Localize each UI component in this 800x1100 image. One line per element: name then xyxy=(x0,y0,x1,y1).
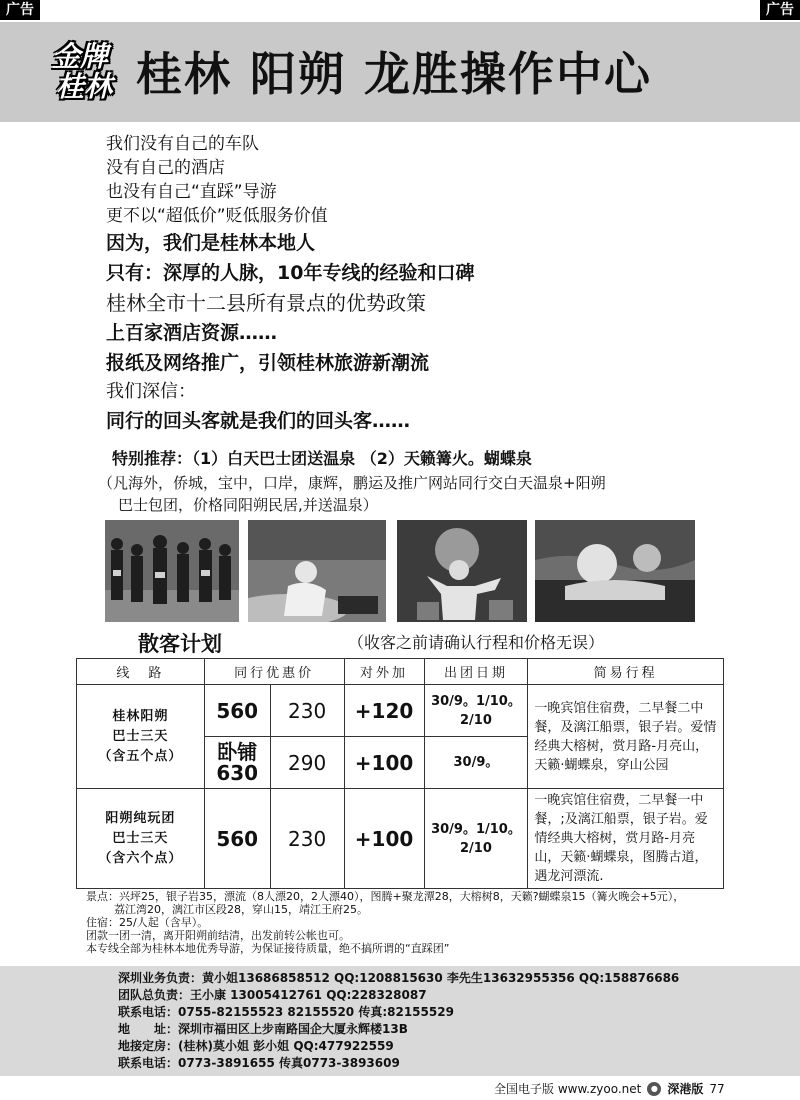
intro-line: 我们没有自己的车队 xyxy=(106,134,259,154)
fine-print: 景点：兴坪25，银子岩35，漂流（8人漂20，2人漂40），图腾+聚龙潭28，大榕树8，天籁?蝴蝶泉15（篝火晚会+5元）， 荔江湾20，漓江市区段28，穿山15，靖江王府25。 住宿：25/人起（含早）。 团款一团一清，离开阳朔前结清，出发前转公帐也可。 本专线全部为桂林本地优秀导游，为保证接待质量，绝不搞所谓的“直踩团” xyxy=(86,890,685,955)
photo-performer xyxy=(397,520,527,622)
intro-line: 更不以“超低价”贬低服务价值 xyxy=(106,206,328,226)
section-subtitle: （收客之前请确认行程和价格无误） xyxy=(348,633,605,652)
extra-cell: +100 xyxy=(344,789,424,889)
intro-line: 只有：深厚的人脉，10年专线的经验和口碑 xyxy=(106,262,475,284)
column-header: 线 路 xyxy=(77,659,205,685)
intro-line: 同行的回头客就是我们的回头客…… xyxy=(106,410,411,432)
photo-hot-spring xyxy=(248,520,386,622)
gold-guilin-logo: 金牌 桂林 xyxy=(52,40,113,103)
intro-line: 我们深信： xyxy=(106,381,196,402)
header-banner xyxy=(0,22,800,122)
table-header-row xyxy=(77,659,724,685)
footer-edition: 深港版 xyxy=(667,1082,704,1096)
photo-strip xyxy=(105,520,695,622)
contact-line: 联系电话：0755-82155523 82155520 传真:82155529 xyxy=(118,1005,454,1019)
photo-water-fun xyxy=(535,520,695,622)
price-cell: 290 xyxy=(270,737,344,789)
ad-tag-left: 广告 xyxy=(0,0,40,20)
price-cell: 560 xyxy=(204,685,270,737)
extra-cell: +100 xyxy=(344,737,424,789)
intro-line: 也没有自己“直踩”导游 xyxy=(106,182,277,202)
tour-plan-table xyxy=(76,658,724,889)
page-footer xyxy=(494,1080,725,1097)
price-cell: 230 xyxy=(270,685,344,737)
extra-cell: +120 xyxy=(344,685,424,737)
price-cell: 560 xyxy=(204,789,270,889)
date-cell: 30/9。 xyxy=(424,737,528,789)
contact-line: 地接定房：(桂林)莫小姐 彭小姐 QQ:477922559 xyxy=(118,1039,394,1053)
special-note: （凡海外，侨城，宝中，口岸，康辉，鹏运及推广网站同行交白天温泉+阳朔 巴士包团，价格同阳朔民居,并送温泉） xyxy=(98,474,606,514)
itinerary-cell: 一晚宾馆住宿费，二早餐一中餐，;及漓江船票，银子岩。爱情经典大榕树，赏月路-月亮山，天籁·蝴蝶泉，图腾古道，遇龙河漂流. xyxy=(528,789,724,889)
contact-line: 联系电话：0773-3891655 传真0773-3893609 xyxy=(118,1056,400,1070)
date-cell: 30/9。1/10。 2/10 xyxy=(424,685,528,737)
intro-line: 因为，我们是桂林本地人 xyxy=(106,232,316,254)
price-cell: 卧铺 630 xyxy=(204,737,270,789)
contact-panel xyxy=(0,966,800,1076)
intro-text xyxy=(106,132,766,436)
column-header: 出团日期 xyxy=(424,659,528,685)
route-cell: 桂林阳朔 巴士三天 （含五个点） xyxy=(77,685,205,789)
intro-line: 桂林全市十二县所有景点的优势政策 xyxy=(106,291,426,315)
contact-line: 地 址：深圳市福田区上步南路国企大厦永辉楼13B xyxy=(118,1022,408,1036)
column-header: 对外加 xyxy=(344,659,424,685)
column-header: 同行优惠价 xyxy=(204,659,344,685)
intro-line: 上百家酒店资源…… xyxy=(106,322,278,344)
photo-folk-dance xyxy=(105,520,239,622)
page-number: 77 xyxy=(709,1081,725,1096)
column-header: 简易行程 xyxy=(528,659,724,685)
table-row xyxy=(77,789,724,889)
seal-icon: ● xyxy=(647,1082,661,1096)
contact-line: 团队总负责：王小康 13005412761 QQ:228328087 xyxy=(118,988,427,1002)
itinerary-cell: 一晚宾馆住宿费，二早餐二中餐，及漓江船票，银子岩。爱情经典大榕树，赏月路-月亮山，天籁·蝴蝶泉，穿山公园 xyxy=(528,685,724,789)
ad-tag-right: 广告 xyxy=(760,0,800,20)
route-cell: 阳朔纯玩团 巴士三天 （含六个点） xyxy=(77,789,205,889)
price-cell: 230 xyxy=(270,789,344,889)
special-recommendation: 特别推荐：（1）白天巴士团送温泉 （2）天籁篝火。蝴蝶泉 xyxy=(112,449,532,468)
contact-line: 深圳业务负责：黄小姐13686858512 QQ:1208815630 李先生13632955356 QQ:158876686 xyxy=(118,971,680,985)
intro-line: 没有自己的酒店 xyxy=(106,158,225,178)
page-title: 桂林 阳朔 龙胜操作中心 xyxy=(136,47,653,101)
footer-site: 全国电子版 www.zyoo.net xyxy=(494,1082,642,1096)
intro-line: 报纸及网络推广，引领桂林旅游新潮流 xyxy=(106,352,430,374)
section-title: 散客计划 xyxy=(138,632,222,656)
date-cell: 30/9。1/10。 2/10 xyxy=(424,789,528,889)
table-row xyxy=(77,685,724,737)
